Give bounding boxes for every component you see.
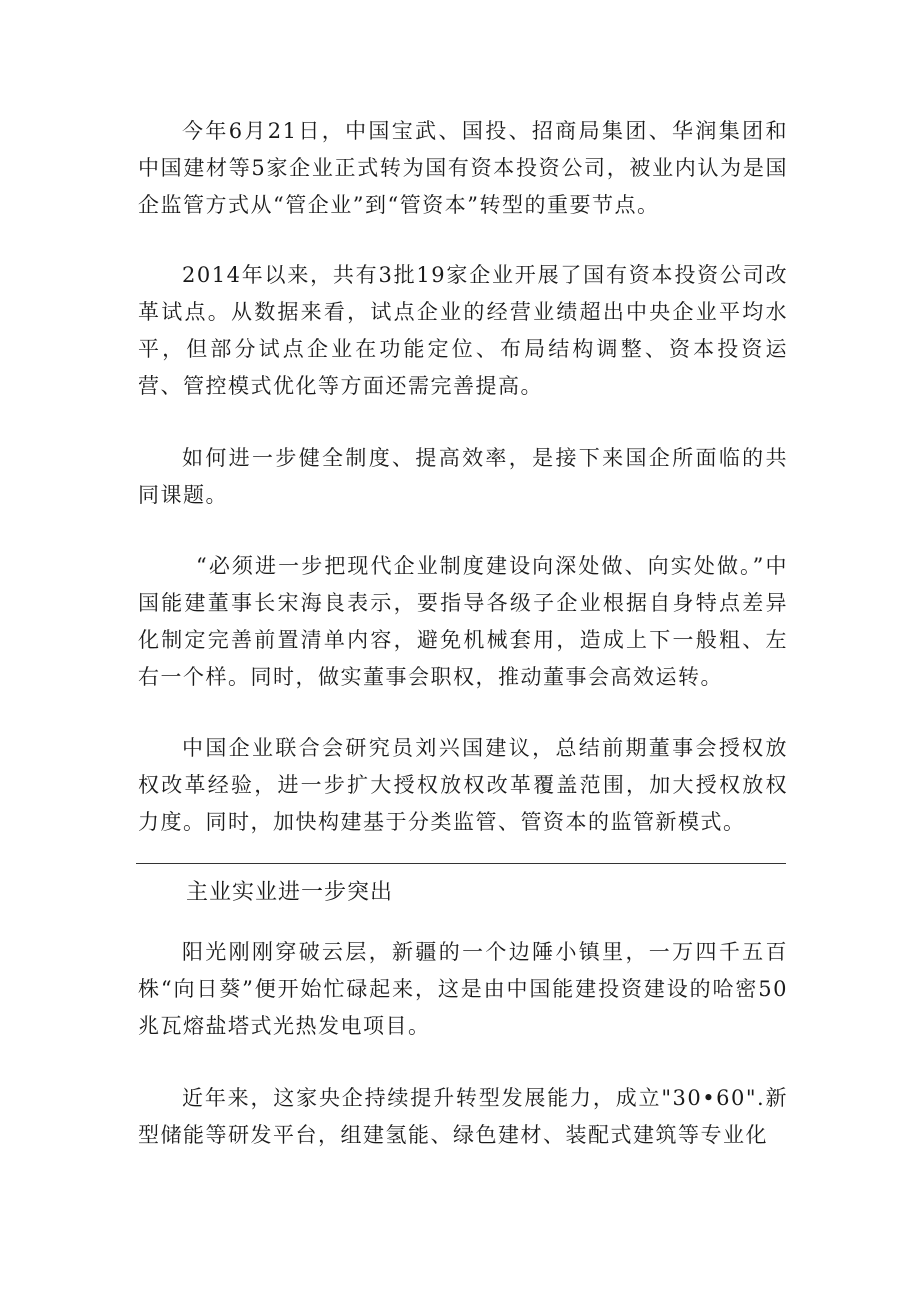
- paragraph-1: 今年6月21日，中国宝武、国投、招商局集团、华润集团和中国建材等5家企业正式转为国有资本投资公司，被业内认为是国企监管方式从“管企业”到“管资本”转型的重要节点。: [138, 119, 788, 217]
- section-paragraph-1: 阳光刚刚穿破云层，新疆的一个边陲小镇里，一万四千五百株“向日葵”便开始忙碌起来，这是由中国能建投资建设的哈密50兆瓦熔盐塔式光热发电项目。: [138, 940, 788, 1038]
- section-divider: [136, 863, 786, 864]
- paragraph-2: 2014年以来，共有3批19家企业开展了国有资本投资公司改革试点。从数据来看，试点企业的经营业绩超出中央企业平均水平，但部分试点企业在功能定位、布局结构调整、资本投资运营、管控模式优化等方面还需完善提高。: [138, 263, 788, 398]
- paragraph-4: “必须进一步把现代企业制度建设向深处做、向实处做。”中国能建董事长宋海良表示，要指导各级子企业根据自身特点差异化制定完善前置清单内容，避免机械套用，造成上下一般粗、左右一个样。同时，做实董事会职权，推动董事会高效运转。: [138, 554, 788, 689]
- paragraph-5: 中国企业联合会研究员刘兴国建议，总结前期董事会授权放权改革经验，进一步扩大授权放权改革覆盖范围，加大授权放权力度。同时，加快构建基于分类监管、管资本的监管新模式。: [138, 736, 788, 834]
- section-paragraph-2: 近年来，这家央企持续提升转型发展能力，成立"30•60".新型储能等研发平台，组建氢能、绿色建材、装配式建筑等专业化: [138, 1086, 788, 1147]
- paragraph-3: 如何进一步健全制度、提高效率，是接下来国企所面临的共同课题。: [138, 446, 788, 507]
- section-heading: 主业实业进一步突出: [186, 880, 394, 905]
